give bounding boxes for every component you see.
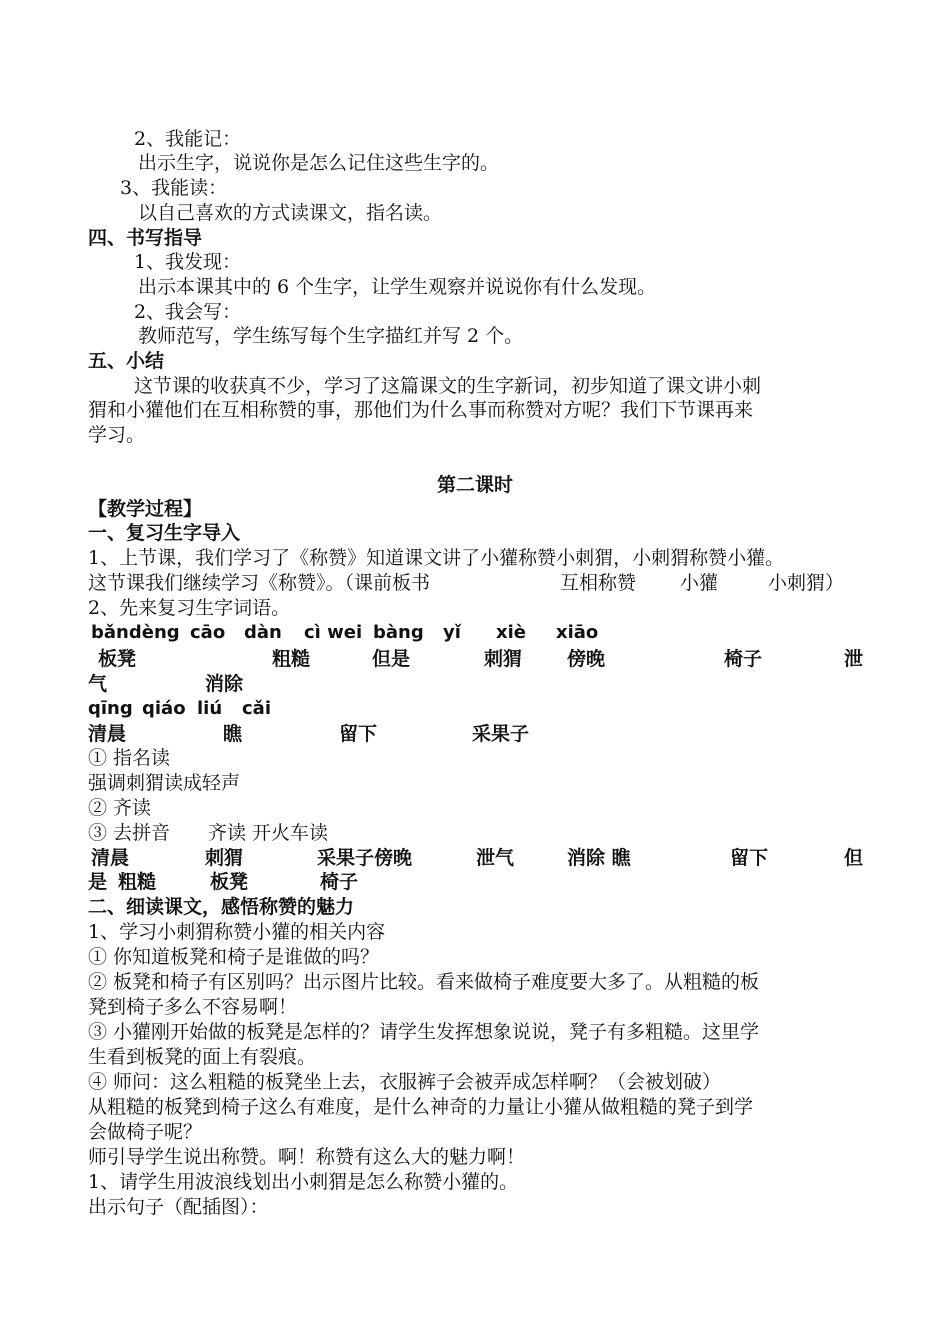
lesson-title: 第二课时 <box>436 474 513 496</box>
text-line: 这节课的收获真不少，学习了这篇课文的生字新词，初步知道了课文讲小刺 <box>134 375 762 397</box>
word: 但 <box>844 847 864 869</box>
word: 粗糙 <box>272 648 311 670</box>
text-line: 师引导学生说出称赞。啊！称赞有这么大的魅力啊！ <box>88 1146 526 1168</box>
word: 采果子傍晚 <box>317 847 413 869</box>
text-line: ④ 师问：这么粗糙的板凳坐上去，衣服裤子会被弄成怎样啊？（会被划破） <box>88 1071 722 1093</box>
word: 椅子 <box>320 871 359 893</box>
word-row <box>0 846 950 870</box>
pinyin: cì wei <box>304 622 363 643</box>
pinyin: dàn <box>244 622 282 643</box>
text-line: 出示句子（配插图）： <box>88 1196 269 1218</box>
pinyin: qiáo <box>142 698 186 719</box>
pinyin: cǎi <box>242 698 271 719</box>
text-line: 2、我会写： <box>134 301 242 323</box>
text-line: 强调刺猬读成轻声 <box>88 772 241 794</box>
text-line: 会做椅子呢？ <box>88 1121 203 1143</box>
word-row <box>0 870 950 894</box>
text-line: 出示生字，说说你是怎么记住这些生字的。 <box>138 152 500 174</box>
process-heading: 【教学过程】 <box>88 498 203 520</box>
section-heading: 五、小结 <box>88 350 165 372</box>
text-segment: 互相称赞 <box>560 572 637 594</box>
text-line: 学习。 <box>88 424 146 446</box>
word: 留下 <box>339 723 378 745</box>
word: 泄 <box>844 648 864 670</box>
text-line: 1、学习小刺猬称赞小獾的相关内容 <box>88 921 386 943</box>
section-heading: 一、复习生字导入 <box>88 522 241 544</box>
word-row <box>0 647 950 671</box>
word: 消除 瞧 <box>567 847 631 869</box>
word: 板凳 <box>210 871 249 893</box>
text-line: 1、上节课，我们学习了《称赞》知道课文讲了小獾称赞小刺猬，小刺猬称赞小獾。 <box>88 547 785 569</box>
word: 但是 <box>372 648 411 670</box>
word: 板凳 <box>98 648 137 670</box>
word: 清晨 <box>91 847 130 869</box>
text-line: ② 板凳和椅子有区别吗？出示图片比较。看来做椅子难度要大多了。从粗糙的板 <box>88 971 760 993</box>
pinyin-row <box>0 697 950 721</box>
pinyin: bàng <box>373 622 424 643</box>
word: 是 <box>88 871 108 893</box>
word: 泄气 <box>476 847 515 869</box>
section-heading: 四、书写指导 <box>88 227 203 249</box>
text-line: 以自己喜欢的方式读课文，指名读。 <box>138 202 443 224</box>
word: 椅子 <box>724 648 763 670</box>
text-line: 1、我发现： <box>134 251 242 273</box>
pinyin: qīng <box>88 698 133 719</box>
word: 气 <box>88 673 108 695</box>
text-segment: 这节课我们继续学习《称赞》。（课前板书 <box>88 572 431 594</box>
word: 刺猬 <box>205 847 244 869</box>
text-line <box>88 571 868 595</box>
text-segment: 齐读 开火车读 <box>208 822 329 844</box>
text-line: 凳到椅子多么不容易啊！ <box>88 996 298 1018</box>
word-row <box>0 722 950 746</box>
text-line: 生看到板凳的面上有裂痕。 <box>88 1046 317 1068</box>
text-line: ① 指名读 <box>88 747 171 769</box>
pinyin: xiāo <box>556 622 599 643</box>
text-segment: 小獾 <box>680 572 719 594</box>
text-line: ② 齐读 <box>88 797 152 819</box>
text-line: 1、请学生用波浪线划出小刺猬是怎么称赞小獾的。 <box>88 1171 519 1193</box>
text-segment: ③ 去拼音 <box>88 822 171 844</box>
text-line <box>88 821 588 845</box>
text-line: 猬和小獾他们在互相称赞的事，那他们为什么事而称赞对方呢？我们下节课再来 <box>88 399 754 421</box>
text-line: 从粗糙的板凳到椅子这么有难度，是什么神奇的力量让小獾从做粗糙的凳子到学 <box>88 1096 754 1118</box>
word: 刺猬 <box>484 648 523 670</box>
text-line: ③ 小獾刚开始做的板凳是怎样的？请学生发挥想象说说，凳子有多粗糙。这里学 <box>88 1021 760 1043</box>
text-line: ① 你知道板凳和椅子是谁做的吗？ <box>88 946 380 968</box>
text-segment: 小刺猬） <box>768 572 845 594</box>
word: 粗糙 <box>118 871 157 893</box>
text-line: 2、我能记： <box>134 128 242 150</box>
word: 留下 <box>730 847 769 869</box>
text-line: 出示本课其中的 6 个生字，让学生观察并说说你有什么发现。 <box>138 276 657 298</box>
text-line: 3、我能读： <box>120 177 228 199</box>
text-line: 教师范写，学生练写每个生字描红并写 2 个。 <box>138 325 524 347</box>
word: 采果子 <box>472 723 530 745</box>
word-row <box>0 672 950 696</box>
text-line: 2、先来复习生字词语。 <box>88 597 291 619</box>
pinyin: xiè <box>496 622 526 643</box>
word: 消除 <box>205 673 244 695</box>
pinyin: yǐ <box>443 622 461 643</box>
pinyin: bǎndèng <box>91 622 180 643</box>
word: 傍晚 <box>567 648 606 670</box>
pinyin: cāo <box>190 622 226 643</box>
section-heading: 二、细读课文，感悟称赞的魅力 <box>88 896 355 918</box>
word: 瞧 <box>223 723 243 745</box>
pinyin: liú <box>197 698 223 719</box>
pinyin-row <box>0 621 950 645</box>
word: 清晨 <box>88 723 127 745</box>
